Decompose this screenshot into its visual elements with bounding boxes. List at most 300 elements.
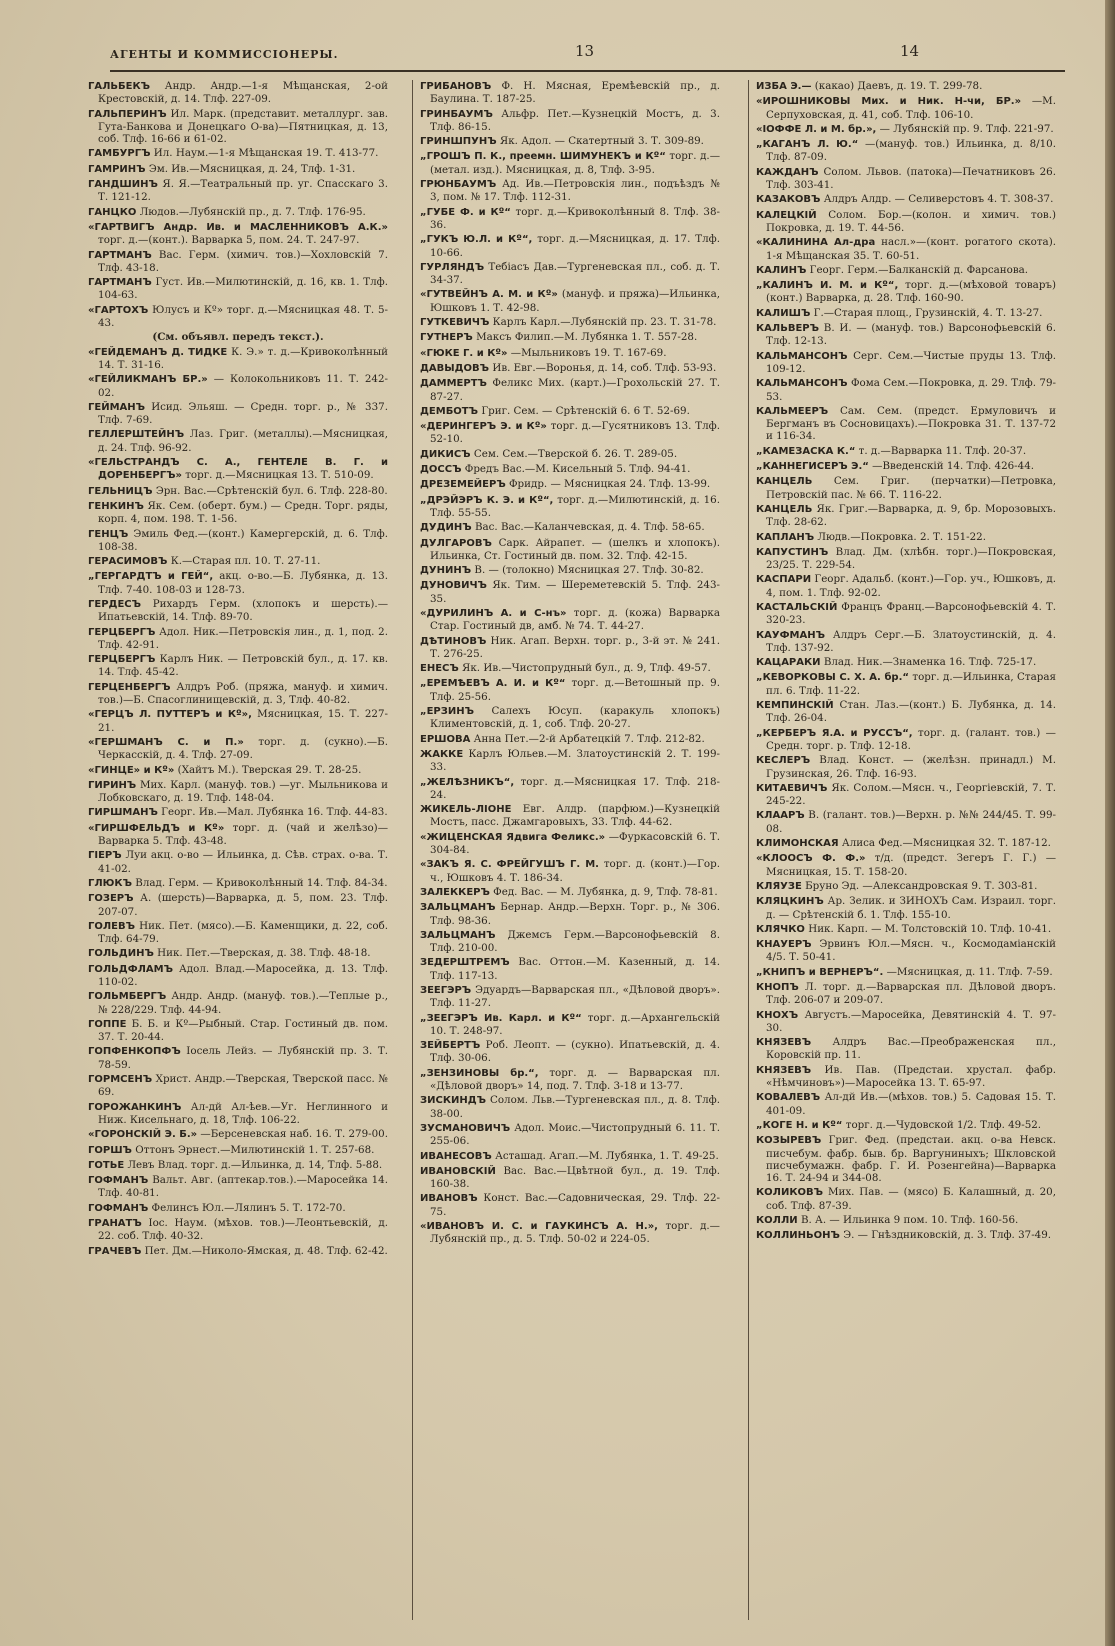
running-title: АГЕНТЫ И КОММИССІОНЕРЫ. [110,48,339,61]
entry-name: ГОППЕ [88,1018,127,1030]
entry-name: „КНИПЪ и ВЕРНЕРЪ“. [756,966,884,978]
directory-entry [756,546,1056,572]
entry-details: Солом. Львов. (патока)—Печатниковъ 26. Тлф. 303-41. [766,165,1056,192]
entry-details: Григ. Сем. — Срѣтенскій 6. 6 Т. 52-69. [481,404,690,417]
entry-name: «ГИРШФЕЛЬДЪ и Кº» [88,822,225,834]
directory-entry [88,806,388,819]
directory-entry [88,1101,388,1127]
directory-entry [88,822,388,848]
entry-details: Влад. Герм. — Кривоколѣнный 14. Тлф. 84-34. [135,876,388,889]
entry-details: Григ. Фед. (предстаи. акц. о-ва Невск. писчебум. фабр. быв. бр. Варгуниныхъ; Шкловской писчебумажн. фабр. Г. И. Розенгейна)—Варварка 16. Т. 24-94 и 344-08. [766,1134,1056,1185]
entry-name: ЗАЛЕККЕРЪ [420,886,490,898]
entry-name: КАЛЬМЕЕРЪ [756,405,829,417]
entry-name: ЕНЕСЪ [420,663,459,675]
entry-name: КНАУЕРЪ [756,939,812,951]
directory-entry [88,373,388,399]
entry-details: Алдръ Алдр. — Селиверстовъ 4. Т. 308-37. [823,193,1054,206]
entry-name: «ЗАКЪ Я. С. ФРЕЙГУШЪ Г. М. [420,859,599,871]
directory-entry [420,803,720,829]
entry-details: —Фуркасовскій 6. Т. 304-84. [430,830,720,857]
entry-name: КНЯЗЕВЪ [756,1064,812,1076]
entry-details: Адол. Моис.—Чистопрудный 6. 11. Т. 255-06. [430,1121,720,1148]
entry-details: —Мясницкая, д. 11. Тлф. 7-59. [886,965,1053,978]
entry-details: Сем. Григ. (перчатки)—Петровка, Петровскій пас. № 66. Т. 116-22. [766,475,1056,501]
entry-name: ЗИСКИНДЪ [420,1095,487,1107]
entry-name: „КЕРБЕРЪ Я.А. и РУССЪ“, [756,727,913,739]
entry-details: Э. — Гнѣздниковскій, д. 3. Тлф. 37-49. [843,1229,1052,1242]
entry-name: ГОФМАНЪ [88,1202,149,1214]
entry-name: ГОРМСЕНЪ [88,1074,153,1086]
directory-entry [420,677,720,703]
directory-entry [88,1217,388,1243]
directory-entry [420,521,720,534]
reference-note: (См. объявл. передъ текст.). [152,331,324,344]
entry-name: КАПЛАНЪ [756,531,815,543]
directory-entry [420,448,720,461]
directory-entry [420,261,720,287]
entry-name: ГАРТМАНЪ [88,277,152,289]
entry-details: Эрн. Вас.—Срѣтенскій бул. 6. Тлф. 228-80. [155,484,388,497]
entry-name: ДѢТИНОВЪ [420,635,487,647]
entry-details: Феликс Мих. (карт.)—Грохольскій 27. Т. 87-27. [430,377,720,403]
entry-name: КЛИМОНСКАЯ [756,838,839,850]
directory-entry [756,629,1056,655]
entry-name: «ЖИЦЕНСКАЯ Ядвига Феликс.» [420,831,606,843]
entry-details: Густ. Ив.—Милютинскій, д. 16, кв. 1. Тлф. 104-63. [98,276,388,302]
column-3 [756,80,1056,1620]
entry-name: «ГЮКЕ Г. и Кº» [420,347,508,359]
directory-entry [88,736,388,762]
directory-entry [756,1214,1056,1227]
entry-details: Г.—Старая площ., Грузинскій, 4. Т. 13-27. [813,306,1043,319]
directory-entry [420,1165,720,1191]
entry-details: Ив. Евг.—Воронья, д. 14, соб. Тлф. 53-93. [492,361,717,374]
entry-details: акц. о-во.—Б. Лубянка, д. 13. Тлф. 7-40. 108-03 и 128-73. [98,570,388,596]
entry-details: — Колокольниковъ 11. Т. 242-02. [98,373,388,399]
directory-entry [88,528,388,554]
directory-entry [420,206,720,232]
directory-entry [420,420,720,446]
entry-details: Лаз. Григ. (металлы).—Мясницкая, д. 24. Тлф. 96-92. [98,428,388,454]
directory-entry [88,1045,388,1071]
directory-entry [420,886,720,899]
entry-name: „ДРЭЙЭРЪ К. Э. и Кº“, [420,494,554,506]
entry-name: ГОЗЕРЪ [88,893,134,905]
directory-entry [88,163,388,176]
directory-entry [88,485,388,498]
entry-details: Алиса Фед.—Мясницкая 32. Т. 187-12. [841,837,1051,850]
entry-name: КЕМПИНСКІЙ [756,700,834,712]
entry-details: —Берсеневская наб. 16. Т. 279-00. [200,1128,388,1141]
entry-details: Левъ Влад. торг. д.—Ильинка, д. 14, Тлф. 5-88. [127,1158,383,1171]
directory-entry [420,929,720,955]
entry-details: Фридр. — Мясницкая 24. Тлф. 13-99. [509,478,711,491]
directory-entry [420,1150,720,1163]
page-header [110,40,1060,70]
directory-entry [88,990,388,1016]
entry-name: ДРЕЗЕМЕЙЕРЪ [420,479,506,491]
entry-name: КЛЯУЗЕ [756,880,802,892]
entry-details: Як. Адол. — Скатертный 3. Т. 309-89. [499,135,704,148]
directory-entry [420,463,720,476]
entry-details: Ник. Карп. — М. Толстовскій 10. Тлф. 10-41. [808,922,1052,935]
entry-name: ГРИБАНОВЪ [420,81,492,92]
entry-details: Евг. Алдр. (парфюм.)—Кузнецкій Мостъ, пасс. Джамгаровыхъ, 33. Тлф. 44-62. [430,803,720,829]
entry-details: Ник. Пет. (мясо).—Б. Каменщики, д. 22, соб. Тлф. 64-79. [98,919,388,946]
entry-details: торг. д.—Ветошный пр. 9. Тлф. 25-56. [430,677,720,703]
entry-name: КАНЦЕЛЬ [756,503,813,515]
entry-details: Стан. Лаз.—(конт.) Б. Лубянка, д. 14. Тлф. 26-04. [766,699,1056,725]
entry-details: Влад. Конст. — (желѣзн. принадл.) М. Грузинская, 26. Тлф. 16-93. [766,754,1056,780]
entry-name: ГАНЦКО [88,206,137,218]
entry-name: КЛААРЪ [756,810,805,822]
directory-entry [756,880,1056,893]
entry-name: ГОЛЬДФЛАМЪ [88,963,174,975]
entry-name: „ГРОШЪ П. К., преемн. ШИМУНЕКЪ и Кº“ [420,151,666,163]
entry-name: ГЕРЦЕНБЕРГЪ [88,681,171,693]
directory-entry [420,579,720,605]
entry-name: ГІЕРЪ [88,850,122,862]
entry-details: К. Э.» т. д.—Кривоколѣнный 14. Т. 31-16. [98,345,388,371]
entry-name: ГАМРИНЪ [88,163,146,175]
entry-details: Як. Ив.—Чистопрудный бул., д. 9, Тлф. 49-57. [462,662,711,675]
entry-details: В. И. — (мануф. тов.) Варсонофьевскій 6. Тлф. 12-13. [766,322,1056,348]
directory-entry [756,1064,1056,1090]
directory-entry [756,445,1056,458]
entry-name: ГОРШЪ [88,1144,132,1156]
entry-name: ИЗБА Э.— [756,81,812,92]
entry-name: КАЗАКОВЪ [756,194,821,206]
directory-entry [756,727,1056,753]
directory-entry [88,764,388,777]
directory-entry [420,1192,720,1218]
entry-name: ГУТКЕВИЧЪ [420,317,490,329]
entry-details: Юлусъ и Кº» торг. д.—Мясницкая 48. Т. 5-43. [98,303,388,330]
directory-entry [88,849,388,875]
entry-name: ЗАЛЬЦМАНЪ [420,929,496,941]
entry-name: ГОЛЕВЪ [88,920,136,932]
directory-entry [88,178,388,204]
entry-details: торг. д. (сукно).—Б. Черкасскій, д. 4. Тлф. 27-09. [98,735,388,762]
entry-name: ДИКИСЪ [420,448,471,460]
entry-name: ГИРШМАНЪ [88,807,158,819]
entry-name: „КОГЕ Н. и Кº“ [756,1119,843,1131]
directory-entry [420,377,720,403]
entry-name: КОЛЛИНЬОНЪ [756,1230,840,1242]
entry-details: торг. д.—(метал. изд.). Мясницкая, д. 8, Тлф. 3-95. [430,150,720,176]
directory-entry [756,1036,1056,1062]
entry-name: ГОЛЬМБЕРГЪ [88,991,167,1003]
entry-details: Исид. Эльяш. — Средн. торг. р., № 337. Тлф. 7-69. [98,400,388,427]
entry-name: „ЗЕНЗИНОВЫ бр.“, [420,1067,539,1079]
directory-entry [88,276,388,302]
entry-details: Вас. Герм. (химич. тов.)—Хохловскій 7. Тлф. 43-18. [98,248,388,274]
directory-entry [88,892,388,918]
entry-details: Георг. Ив.—Мал. Лубянка 16. Тлф. 44-83. [161,806,388,819]
directory-entry [756,1134,1056,1184]
entry-name: КОЗЫРЕВЪ [756,1135,822,1147]
directory-entry [756,656,1056,669]
directory-entry [88,653,388,679]
entry-details: Б. Б. и Кº—Рыбный. Стар. Гостиный дв. пом. 37. Т. 20-44. [98,1017,388,1044]
entry-details: Сарк. Айрапет. — (шелкъ и хлопокъ). Ильинка, Ст. Гостиный дв. пом. 32. Тлф. 42-15. [430,536,720,562]
entry-details: Як. Григ.—Варварка, д. 9, бр. Морозовыхъ. Тлф. 28-62. [766,502,1056,529]
entry-name: ГОРОЖАНКИНЪ [88,1101,182,1113]
entry-details: Адол. Влад.—Маросейка, д. 13. Тлф. 110-02. [98,962,388,988]
directory-entry [420,858,720,884]
directory-entry [420,1094,720,1120]
directory-entry [88,1159,388,1172]
entry-details: Іос. Наум. (мѣхов. тов.)—Леонтьевскій, д. 22. соб. Тлф. 40-32. [98,1217,388,1243]
directory-entry [756,531,1056,544]
entry-details: Тебiасъ Дав.—Тургеневская пл., соб. д. Т. 34-37. [430,260,720,287]
entry-details: Христ. Андр.—Тверская, Тверской пасс. № 69. [98,1073,388,1099]
entry-details: Карлъ Ник. — Петровскій бул., д. 17. кв. 14. Тлф. 45-42. [98,653,388,679]
page-number-left: 13 [575,42,595,60]
directory-entry [420,135,720,148]
directory-entry [756,80,1056,93]
entry-details: (мануф. и пряжа)—Ильинка, Юшковъ 1. Т. 42-98. [430,288,720,314]
directory-entry [756,966,1056,979]
entry-details: Георг. Герм.—Балканскій д. Фарсанова. [809,263,1029,276]
entry-name: КОЛИКОВЪ [756,1187,824,1199]
directory-entry [420,1039,720,1065]
entry-details: Мясницкая, 15. Т. 227-21. [98,708,388,734]
entry-details: (какао) Даевъ, д. 19. Т. 299-78. [814,80,983,92]
directory-entry [756,460,1056,473]
directory-entry [756,895,1056,921]
entry-details: Францъ Франц.—Варсонофьевскій 4. Т. 320-23. [766,600,1056,627]
entry-details: Оттонъ Эрнест.—Милютинскій 1. Т. 257-68. [135,1143,375,1156]
directory-entry [420,108,720,134]
entry-details: торг. д.—Лубянскій пр., д. 5. Тлф. 50-02 и 224-05. [430,1220,720,1246]
entry-name: „КАГАНЪ Л. Ю.“ [756,139,859,151]
entry-name: «ДЕРИНГЕРЪ Э. и Кº» [420,421,547,433]
entry-name: ДУДИНЪ [420,522,472,534]
entry-name: КОЛЛИ [756,1215,798,1227]
directory-entry [420,347,720,360]
entry-details: Сам. Сем. (предст. Ермуловичъ и Бергманъ въ Сосновицахъ).—Покровка 31. Т. 137-72 и 116-34. [766,404,1056,443]
entry-details: торг. д. (чай и желѣзо)—Варварка 5. Тлф. 43-48. [98,821,388,848]
entry-name: ИВАНЕСОВЪ [420,1150,492,1162]
entry-details: Ник. Агап. Верхн. торг. р., 3-й эт. № 241. Т. 276-25. [430,634,720,660]
directory-entry [88,456,388,483]
entry-details: Августъ.—Маросейка, Девятинскій 4. Т. 97-30. [766,1008,1056,1034]
entry-details: торг. д.—(мѣховой товаръ) (конт.) Варварка, д. 28. Тлф. 160-90. [766,279,1056,305]
entry-name: КАЛЕЦКІЙ [756,209,817,221]
entry-details: Алдръ Вас.—Преображенская пл., Коровскій пр. 11. [766,1036,1056,1062]
entry-details: Максъ Филип.—М. Лубянка 1. Т. 557-28. [476,331,698,344]
directory-entry [756,981,1056,1007]
directory-entry [88,304,388,330]
entry-name: ГЕРАСИМОВЪ [88,556,168,568]
entry-details: Ал-дй Ив.—(мѣхов. тов.) 5. Садовая 15. Т. 401-09. [766,1091,1056,1117]
entry-name: «ГУТВЕЙНЪ А. М. и Кº» [420,289,558,301]
entry-name: ГАМБУРГЪ [88,148,151,160]
entry-details: Мих. Карл. (мануф. тов.) —уг. Мыльникова и Лобковскаго, д. 19. Тлф. 148-04. [98,778,388,805]
entry-details: (Хайтъ М.). Тверская 29. Т. 28-25. [177,763,362,776]
entry-details: Бруно Эд. —Александровская 9. Т. 303-81. [805,879,1038,892]
directory-entry [756,236,1056,262]
directory-entry [756,601,1056,627]
entry-details: —Введенскій 14. Тлф. 426-44. [872,460,1035,473]
directory-entry [420,150,720,176]
entry-details: Ил. Марк. (представит. металлург. зав. Гута-Банкова и Донецкаго О-ва)—Пятницкая, д. 13, соб. Тлф. 16-66 и 61-02. [98,107,388,146]
directory-entry [756,754,1056,780]
entry-details: торг. д. (галант. тов.) — Средн. торг. р. Тлф. 12-18. [766,726,1056,752]
entry-name: ГЕЛЛЕРШТЕЙНЪ [88,429,185,441]
entry-name: „КАЛИНЪ И. М. и Кº“, [756,280,899,292]
entry-name: „ГУБЕ Ф. и Кº“ [420,206,511,218]
directory-entry [420,1067,720,1093]
column-2 [420,80,720,1620]
entry-name: ГОЛЬДИНЪ [88,948,154,960]
directory-entry [756,852,1056,878]
directory-entry [756,377,1056,403]
page-edge [1105,0,1115,1646]
directory-entry [756,307,1056,320]
entry-name: КАПУСТИНЪ [756,546,829,558]
entry-details: торг. д.—(конт.). Варварка 5, пом. 24. Т. 247-97. [98,234,360,247]
directory-entry [756,350,1056,376]
entry-details: торг. д.—Архангельскій 10. Т. 248-97. [430,1011,720,1037]
entry-details: Эдуардъ—Варварская пл., «Дѣловой дворъ». Тлф. 11-27. [430,984,720,1010]
entry-details: Ал-дй Ал-ѣев.—Уг. Неглинного и Ниж. Кисельнаго, д. 18, Тлф. 106-22. [98,1100,388,1126]
directory-entry [756,279,1056,305]
directory-entry [420,733,720,746]
entry-details: Влад. Ник.—Знаменка 16. Тлф. 725-17. [823,656,1037,669]
entry-name: «ГАРТВИГЪ Андр. Ив. и МАСЛЕННИКОВЪ А.К.» [88,221,388,233]
entry-details: А. (шерсть)—Варварка, д. 5, пом. 23. Тлф. 207-07. [98,892,388,918]
directory-entry [88,147,388,160]
entry-details: Людов.—Лубянскій пр., д. 7. Тлф. 176-95. [139,205,366,218]
entry-details: Альфр. Пет.—Кузнецкій Мостъ, д. 3. Тлф. 86-15. [430,107,720,133]
entry-name: „КАННЕГИСЕРЪ Э.“ [756,461,869,473]
entry-details: Роб. Леопт. — (сукно). Ипатьевскій, д. 4. Тлф. 30-06. [430,1039,720,1065]
directory-entry [88,681,388,707]
directory-entry [88,570,388,596]
entry-details: Вас. Оттон.—М. Казенный, д. 14. Тлф. 117-13. [430,956,720,982]
entry-name: КАЛИШЪ [756,307,811,319]
directory-entry [88,947,388,960]
entry-name: «ГЕЙДЕМАНЪ Д. ТИДКЕ [88,346,228,358]
entry-name: «ДУРИЛИНЪ А. и С-нъ» [420,607,567,619]
entry-name: ГАЛЬБЕКЪ [88,81,151,92]
entry-name: «ИВАНОВЪ И. С. и ГАУКИНСЪ А. Н.», [420,1221,658,1233]
entry-name: ДОССЪ [420,464,462,476]
directory-entry [420,362,720,375]
entry-details: Джемсъ Герм.—Варсонофьевскій 8. Тлф. 210-00. [430,928,720,955]
directory-entry [88,249,388,275]
entry-details: торг. д. — Варварская пл. «Дѣловой дворъ» 14, под. 7. Тлф. 3-18 и 13-77. [430,1066,720,1093]
entry-details: Луи акц. о-во — Ильинка, д. Сѣв. страх. о-ва. Т. 41-02. [98,849,388,875]
directory-entry [420,956,720,982]
entry-name: ГУРЛЯНДЪ [420,261,485,273]
entry-details: Ник. Пет.—Тверская, д. 38. Тлф. 48-18. [157,947,371,960]
entry-details: Андр. Андр.—1-я Мѣщанская, 2-ой Крестовскій, д. 14. Тлф. 227-09. [98,80,388,106]
entry-details: торг. д.—Ильинка, Старая пл. 6. Тлф. 11-22. [766,671,1056,697]
directory-entry [756,1009,1056,1035]
entry-details: Як. Тим. — Шереметевскій 5. Тлф. 243-35. [430,579,720,605]
directory-entry [88,1144,388,1157]
entry-details: Сем. Сем.—Тверской б. 26. Т. 289-05. [473,447,678,460]
entry-name: КАНЦЕЛЬ [756,476,813,488]
directory-entry [420,705,720,731]
entry-name: ЗУСМАНОВИЧЪ [420,1122,511,1134]
entry-details: —Мыльниковъ 19. Т. 167-69. [510,346,667,359]
entry-details: Пет. Дм.—Николо-Ямская, д. 48. Тлф. 62-42. [144,1244,388,1257]
entry-details: торг. д.—Мясницкая, д. 17. Тлф. 10-66. [430,233,720,259]
entry-details: Анна Пет.—2-й Арбатецкій 7. Тлф. 212-82. [473,732,705,745]
entry-name: КАСТАЛЬСКІЙ [756,601,838,613]
entry-name: ЗЕЕГЭРЪ [420,985,472,996]
entry-details: — Лубянскій пр. 9. Тлф. 221-97. [879,122,1054,135]
directory-entry [420,478,720,491]
entry-details: Л. торг. д.—Варварская пл. Дѣловой дворъ. Тлф. 206-07 и 209-07. [766,981,1056,1007]
directory-entry [756,166,1056,192]
directory-entry [420,233,720,259]
entry-details: К.—Старая пл. 10. Т. 27-11. [170,555,321,568]
entry-name: ГЕНЦЪ [88,528,129,540]
entry-details: Карлъ Юльев.—М. Златоустинскій 2. Т. 199-33. [430,747,720,774]
directory-entry [88,779,388,805]
directory-entry [756,138,1056,164]
entry-details: Вас. Вас.—Каланчевская, д. 4. Тлф. 58-65. [474,521,705,534]
entry-name: ДЕМБОТЪ [420,405,479,417]
directory-entry [420,1012,720,1038]
entry-name: ГОПФЕНКОПФЪ [88,1046,181,1058]
entry-name: «КЛООСЪ Ф. Ф.» [756,853,866,865]
directory-entry [88,626,388,652]
directory-entry [756,123,1056,136]
directory-entry [420,776,720,802]
entry-name: ДУНОВИЧЪ [420,580,487,592]
entry-name: ДУНИНЪ [420,565,472,577]
directory-entry [88,598,388,624]
entry-details: Асташад. Агап.—М. Лубянка, 1. Т. 49-25. [495,1149,719,1162]
entry-details: Іосель Лейз. — Лубянскій пр. 3. Т. 78-59. [98,1045,388,1071]
entry-name: ДАВЫДОВЪ [420,362,490,374]
entry-name: «ІОФФЕ Л. и М. бр.», [756,123,877,135]
entry-details: Эм. Ив.—Мясницкая, д. 24, Тлф. 1-31. [148,162,356,175]
entry-name: ГАЛЬПЕРИНЪ [88,108,167,120]
directory-entry [88,346,388,372]
entry-details: Эрвинъ Юл.—Мясн. ч., Космодаміанскій 4/5. Т. 50-41. [766,938,1056,964]
column-1 [88,80,388,1620]
entry-details: Вальт. Авг. (аптекар.тов.).—Маросейка 14. Тлф. 40-81. [98,1174,388,1200]
header-rule [110,70,1065,72]
entry-details: В. — (толокно) Мясницкая 27. Тлф. 30-82. [474,564,704,577]
directory-entry [88,108,388,146]
entry-details: Ф. Н. Мясная, Еремѣевскій пр., д. Баулина. Т. 187-25. [430,80,720,106]
entry-name: КНЯЗЕВЪ [756,1037,812,1049]
entry-details: Ар. Зелик. и ЗИНОХЪ Сам. Израил. торг. д. — Срѣтенскій б. 1. Тлф. 155-10. [766,895,1056,921]
entry-name: «ГЕЛЬСТРАНДЪ С. А., ГЕНТЕЛЕ В. Г. и ДОРЕНБЕРГЪ» [88,457,388,482]
directory-entry [88,500,388,526]
directory-entry [88,963,388,989]
entry-name: ГЕЙМАНЪ [88,401,146,413]
directory-entry [756,475,1056,501]
entry-name: ГЕЛЬНИЦЪ [88,485,153,497]
directory-entry [88,708,388,734]
directory-entry [88,428,388,454]
directory-entry [420,178,720,204]
entry-details: Бернар. Андр.—Верхн. Торг. р., № 306. Тлф. 98-36. [430,901,720,927]
directory-entry [756,573,1056,599]
entry-details: Фелинсъ Юл.—Лялинъ 5. Т. 172-70. [151,1201,346,1214]
entry-name: ИВАНОВСКІЙ [420,1165,496,1177]
entry-details: Солом. Бор.—(колон. и химич. тов.) Покровка, д. 19. Т. 44-56. [766,208,1056,234]
